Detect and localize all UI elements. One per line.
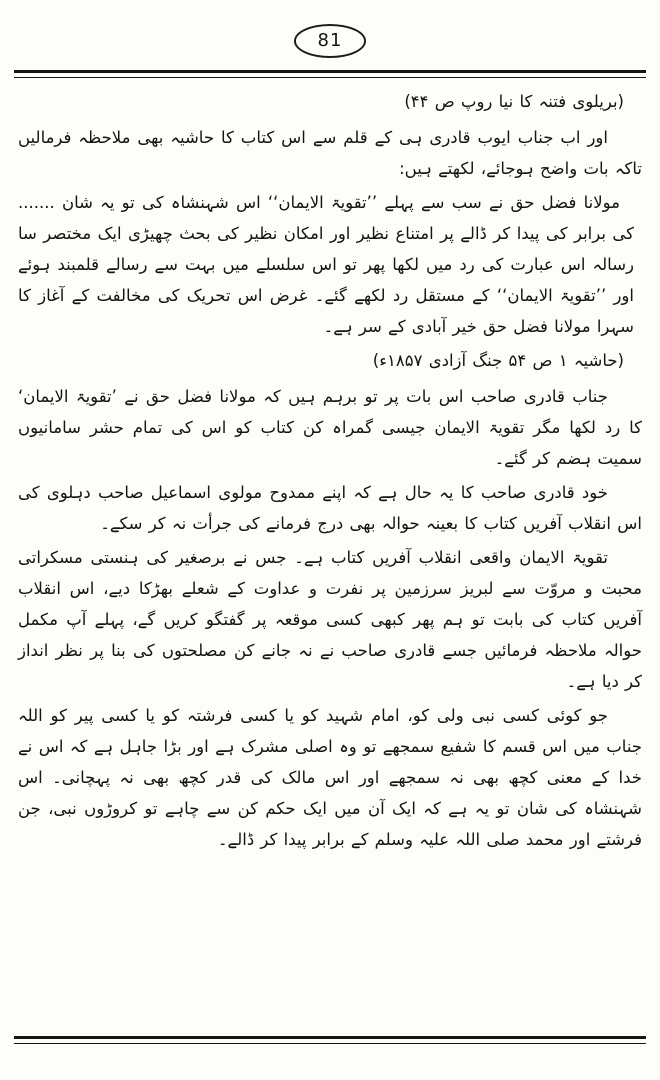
bottom-rule-thin bbox=[14, 1043, 646, 1044]
bottom-rule-thick bbox=[14, 1036, 646, 1039]
paragraph: اور اب جناب ایوب قادری ہی کے قلم سے اس کتاب کا حاشیہ بھی ملاحظہ فرمالیں تاکہ بات واضح ہوجائے، لکھتے ہیں: bbox=[18, 128, 642, 178]
paragraph: جو کوئی کسی نبی ولی کو، امام شہید کو یا کسی فرشتہ کو یا کسی پیر کو اللہ جناب میں اس قسم کا شفیع سمجھے تو وہ اصلی مشرک ہے اور بڑا جاہل ہے کہ اس نے خدا کے معنی کچھ بھی نہ سمجھے اور اس مالک کی قدر کچھ بھی نہ پہچانی۔ اس شہنشاہ کی شان تو یہ ہے کہ ایک آن میں ایک حکم کن سے چاہے تو کروڑوں نبی، جن فرشتے اور محمد صلی اللہ علیہ وسلم کے برابر پیدا کر ڈالے۔ bbox=[18, 706, 642, 849]
quote-paragraph: مولانا فضل حق نے سب سے پہلے ’’تقویۃ الایمان‘‘ اس شہنشاہ کی تو یہ شان ....... کی برابر کی پیدا کر ڈالے پر امتناع نظیر اور امکان نظیر کی بحث چھیڑی ایک مختصر سا رسالہ اس عبارت کی رد میں لکھا پھر تو اس سلسلے میں بہت سے رسالے قلمبند ہوئے اور ’’تقویۃ الایمان‘‘ کے مستقل رد لکھے گئے۔ غرض اس تحریک کی مخالفت کے آغاز کا سہرا مولانا فضل حق خیر آبادی کے سر ہے۔ bbox=[18, 193, 634, 336]
page-header bbox=[0, 24, 660, 58]
paragraph: خود قادری صاحب کا یہ حال ہے کہ اپنے ممدوح مولوی اسماعیل صاحب دہلوی کی اس انقلاب آفریں کتاب کا بعینہ حوالہ بھی درج فرمانے کی جرأت نہ کر سکے۔ bbox=[18, 483, 642, 533]
paragraph: تقویۃ الایمان واقعی انقلاب آفریں کتاب ہے۔ جس نے برصغیر کی ہنستی مسکراتی محبت و مروّت سے لبریز سرزمین پر نفرت و عداوت کے شعلے بھڑکا دیے، اس انقلاب آفریں کتاب کی بابت تو ہم پھر کبھی کسی موقعہ پر گفتگو کریں گے، پہلے آپ مکمل حوالہ ملاحظہ فرمائیں جسے قادری صاحب نے نہ جانے کن مصلحتوں کی بنا پر نظر انداز کر دیا ہے۔ bbox=[18, 548, 642, 691]
reference-line: (بریلوی فتنہ کا نیا روپ ص ۴۴) bbox=[404, 92, 624, 111]
page-number-badge: 81 bbox=[294, 24, 367, 58]
top-rule-thick bbox=[14, 70, 646, 73]
page-body-text bbox=[18, 86, 642, 1030]
paragraph: جناب قادری صاحب اس بات پر تو برہم ہیں کہ مولانا فضل حق نے ’تقویۃ الایمان‘ کا رد لکھا مگر تقویۃ الایمان جیسی گمراہ کن کتاب کو اس کی تمام حشر سامانیوں سمیت ہضم کر گئے۔ bbox=[18, 387, 642, 468]
footnote-reference: (حاشیہ ۱ ص ۵۴ جنگ آزادی ۱۸۵۷ء) bbox=[372, 351, 624, 370]
top-rule-thin bbox=[14, 77, 646, 78]
